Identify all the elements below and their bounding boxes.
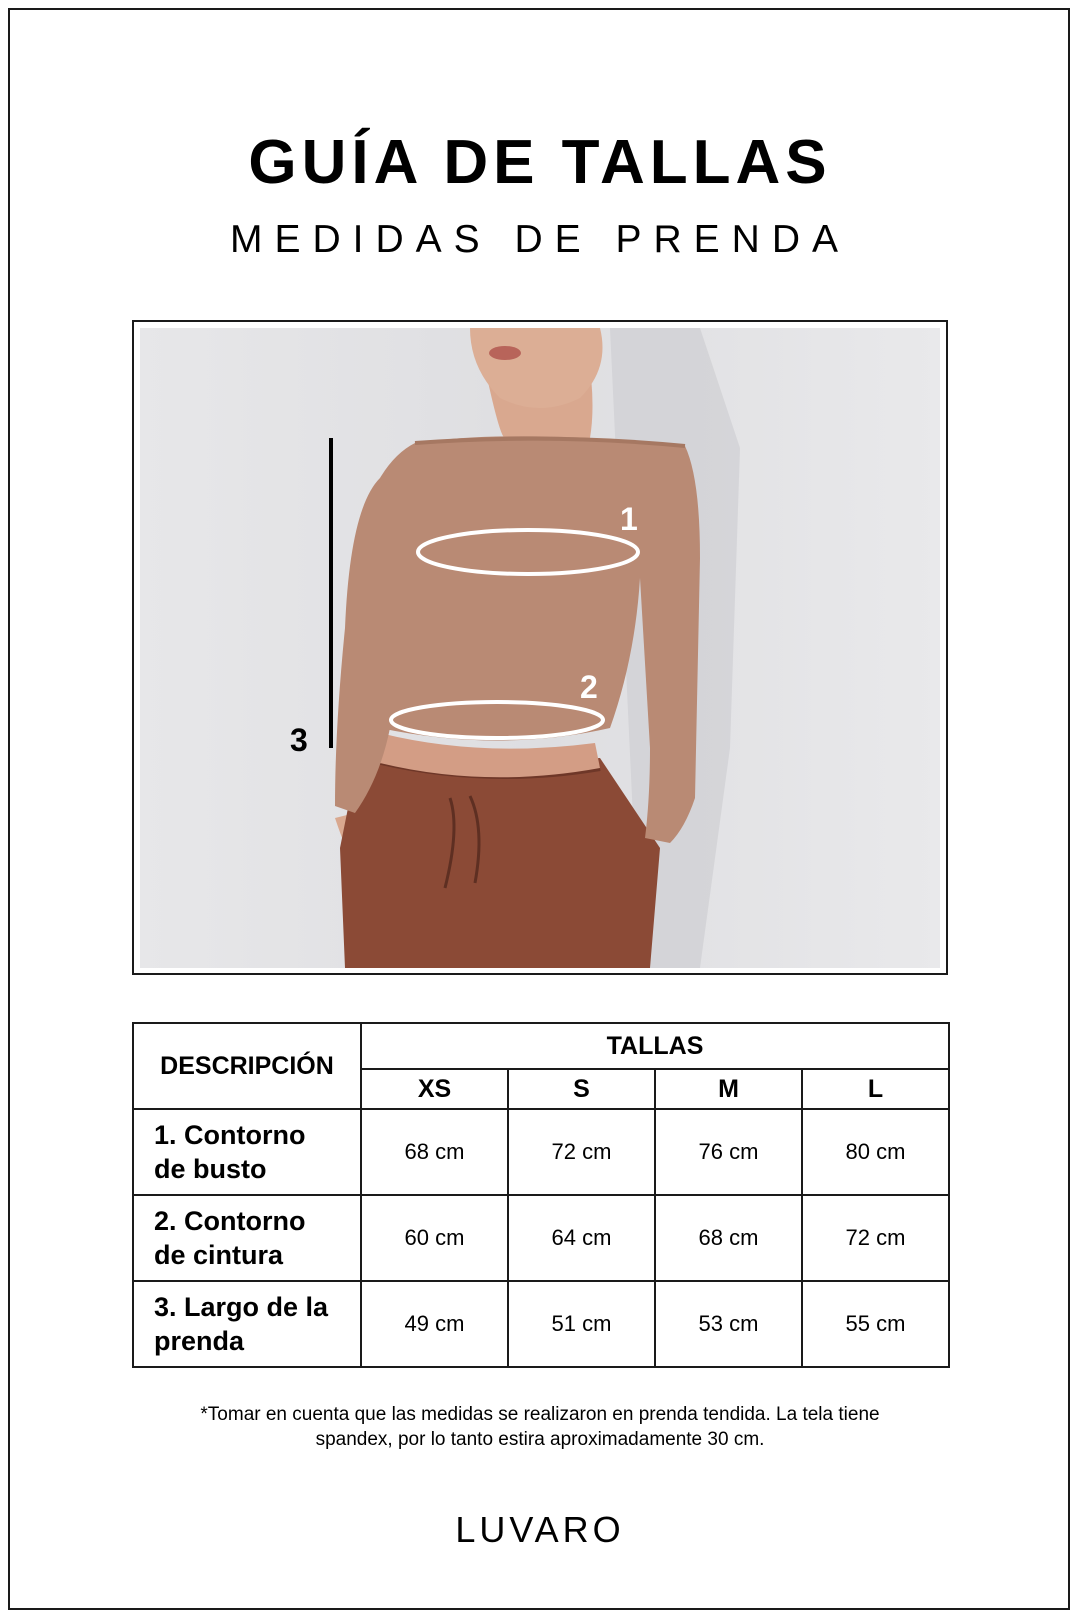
table-cell: 72 cm: [802, 1195, 949, 1281]
table-cell: 68 cm: [655, 1195, 802, 1281]
row-label-line: prenda: [154, 1326, 245, 1356]
row-label-line: 2. Contorno: [154, 1206, 306, 1236]
row-label-line: 1. Contorno: [154, 1120, 306, 1150]
model-pants: [340, 748, 660, 968]
sizes-header: TALLAS: [361, 1023, 949, 1069]
table-cell: 64 cm: [508, 1195, 655, 1281]
table-row: [133, 1195, 949, 1281]
table-cell: 53 cm: [655, 1281, 802, 1367]
size-xs-header: XS: [361, 1069, 508, 1109]
table-cell: 49 cm: [361, 1281, 508, 1367]
table-cell: 72 cm: [508, 1109, 655, 1195]
size-table: [132, 1022, 950, 1368]
marker-2-label: 2: [580, 669, 598, 705]
table-cell: 76 cm: [655, 1109, 802, 1195]
table-row: [133, 1281, 949, 1367]
marker-1-label: 1: [620, 501, 638, 537]
page-subtitle: MEDIDAS DE PRENDA: [229, 218, 851, 261]
marker-3-label: 3: [290, 722, 308, 758]
footnote-line: spandex, por lo tanto estira aproximadamente 30 cm.: [315, 1429, 765, 1450]
row-label-line: de cintura: [154, 1240, 284, 1270]
model-lips: [489, 346, 521, 360]
table-cell: 68 cm: [361, 1109, 508, 1195]
brand-logo: LUVARO: [455, 1509, 625, 1550]
size-s-header: S: [508, 1069, 655, 1109]
product-photo-frame: [132, 320, 948, 975]
model-illustration: [140, 328, 940, 968]
table-header-row: [133, 1023, 949, 1069]
row-label-line: 3. Largo de la: [154, 1292, 329, 1322]
size-l-header: L: [802, 1069, 949, 1109]
table-cell: 51 cm: [508, 1281, 655, 1367]
table-cell: 55 cm: [802, 1281, 949, 1367]
footnote-line: *Tomar en cuenta que las medidas se realizaron en prenda tendida. La tela tiene: [200, 1404, 880, 1425]
page-title: GUÍA DE TALLAS: [248, 128, 832, 197]
table-row: [133, 1109, 949, 1195]
description-header: DESCRIPCIÓN: [133, 1023, 361, 1109]
row-label-bust: [133, 1109, 361, 1195]
size-m-header: M: [655, 1069, 802, 1109]
product-photo: [140, 328, 940, 968]
footnote: [150, 1402, 930, 1452]
table-cell: 60 cm: [361, 1195, 508, 1281]
row-label-line: de busto: [154, 1154, 267, 1184]
table-cell: 80 cm: [802, 1109, 949, 1195]
row-label-length: [133, 1281, 361, 1367]
row-label-waist: [133, 1195, 361, 1281]
